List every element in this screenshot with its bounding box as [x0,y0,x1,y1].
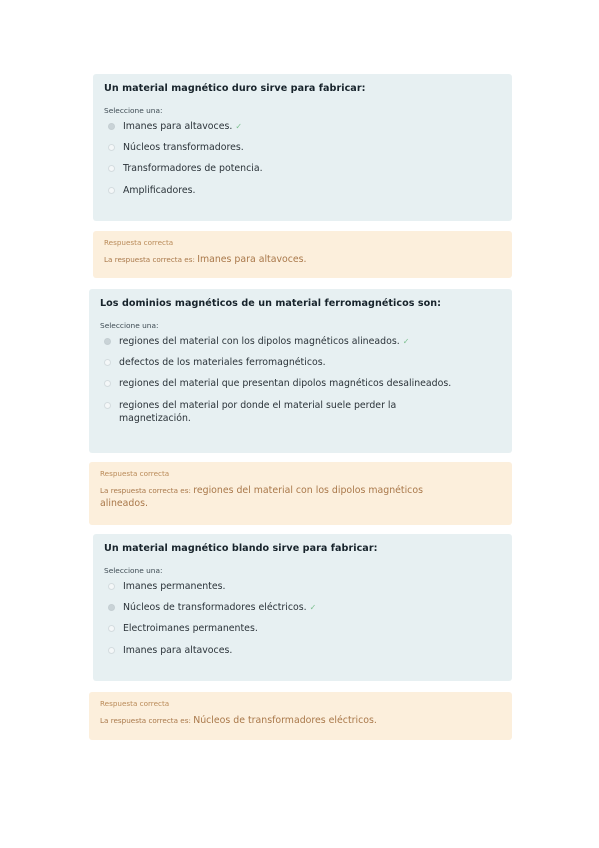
question-prompt: Seleccione una: [104,106,163,115]
answer-option[interactable] [104,141,501,154]
answer-option[interactable] [104,120,501,133]
feedback-text [100,714,501,727]
answer-option[interactable] [104,601,501,614]
feedback-box-2 [89,462,512,525]
radio-icon[interactable] [108,165,115,172]
feedback-text [100,484,501,510]
radio-icon[interactable] [108,625,115,632]
checkmark-icon: ✓ [402,337,410,346]
option-label: Núcleos de transformadores eléctricos. [123,602,307,614]
feedback-answer: regiones del material con los dipolos magnéticos alineados. [100,485,423,509]
answer-option[interactable] [100,335,501,348]
feedback-text [104,253,501,266]
answer-option[interactable] [104,644,501,657]
question-card-2 [89,289,512,453]
answer-option[interactable] [100,377,501,390]
answer-option[interactable] [104,622,501,635]
question-title: Un material magnético blando sirve para fabricar: [104,543,378,554]
feedback-status: Respuesta correcta [100,699,170,708]
question-title: Un material magnético duro sirve para fabricar: [104,83,366,94]
radio-icon[interactable] [104,402,111,409]
question-prompt: Seleccione una: [100,321,159,330]
feedback-prefix: La respuesta correcta es: [100,716,191,725]
radio-icon[interactable] [104,380,111,387]
option-label: Transformadores de potencia. [123,163,263,175]
feedback-status: Respuesta correcta [100,469,170,478]
feedback-box-3 [89,692,512,740]
question-card-3 [93,534,512,681]
feedback-prefix: La respuesta correcta es: [104,255,195,264]
answer-options [100,335,501,425]
radio-icon[interactable] [104,359,111,366]
option-label: Amplificadores. [123,184,196,196]
answer-option[interactable] [100,399,501,425]
answer-option[interactable] [104,162,501,175]
answer-option[interactable] [104,184,501,197]
option-label: defectos de los materiales ferromagnéticos. [119,357,326,369]
feedback-status: Respuesta correcta [104,238,174,247]
answer-options [104,120,501,197]
option-label: regiones del material que presentan dipolos magnéticos desalineados. [119,378,452,390]
radio-icon[interactable] [108,583,115,590]
option-label: Imanes permanentes. [123,581,226,592]
question-title: Los dominios magnéticos de un material ferromagnéticos son: [100,298,442,309]
radio-selected-icon[interactable] [108,123,115,130]
answer-options [104,580,501,657]
feedback-box-1 [93,231,512,278]
radio-icon[interactable] [108,647,115,654]
question-prompt: Seleccione una: [104,566,163,575]
option-label: Núcleos transformadores. [123,142,244,154]
radio-selected-icon[interactable] [104,338,111,345]
option-label: regiones del material por donde el material suele perder la magnetización. [119,399,397,424]
feedback-answer: Imanes para altavoces. [197,254,307,265]
option-label: Imanes para altavoces. [123,121,233,132]
option-label: Imanes para altavoces. [123,644,233,656]
option-label: Electroimanes permanentes. [123,623,258,635]
answer-option[interactable] [104,580,501,593]
checkmark-icon: ✓ [309,603,317,613]
radio-icon[interactable] [108,187,115,194]
answer-option[interactable] [100,356,501,369]
feedback-answer: Núcleos de transformadores eléctricos. [193,715,377,726]
option-label: regiones del material con los dipolos magnéticos alineados. [119,336,400,347]
checkmark-icon: ✓ [235,122,243,131]
radio-icon[interactable] [108,144,115,151]
radio-selected-icon[interactable] [108,604,115,611]
question-card-1 [93,74,512,221]
feedback-prefix: La respuesta correcta es: [100,486,191,495]
